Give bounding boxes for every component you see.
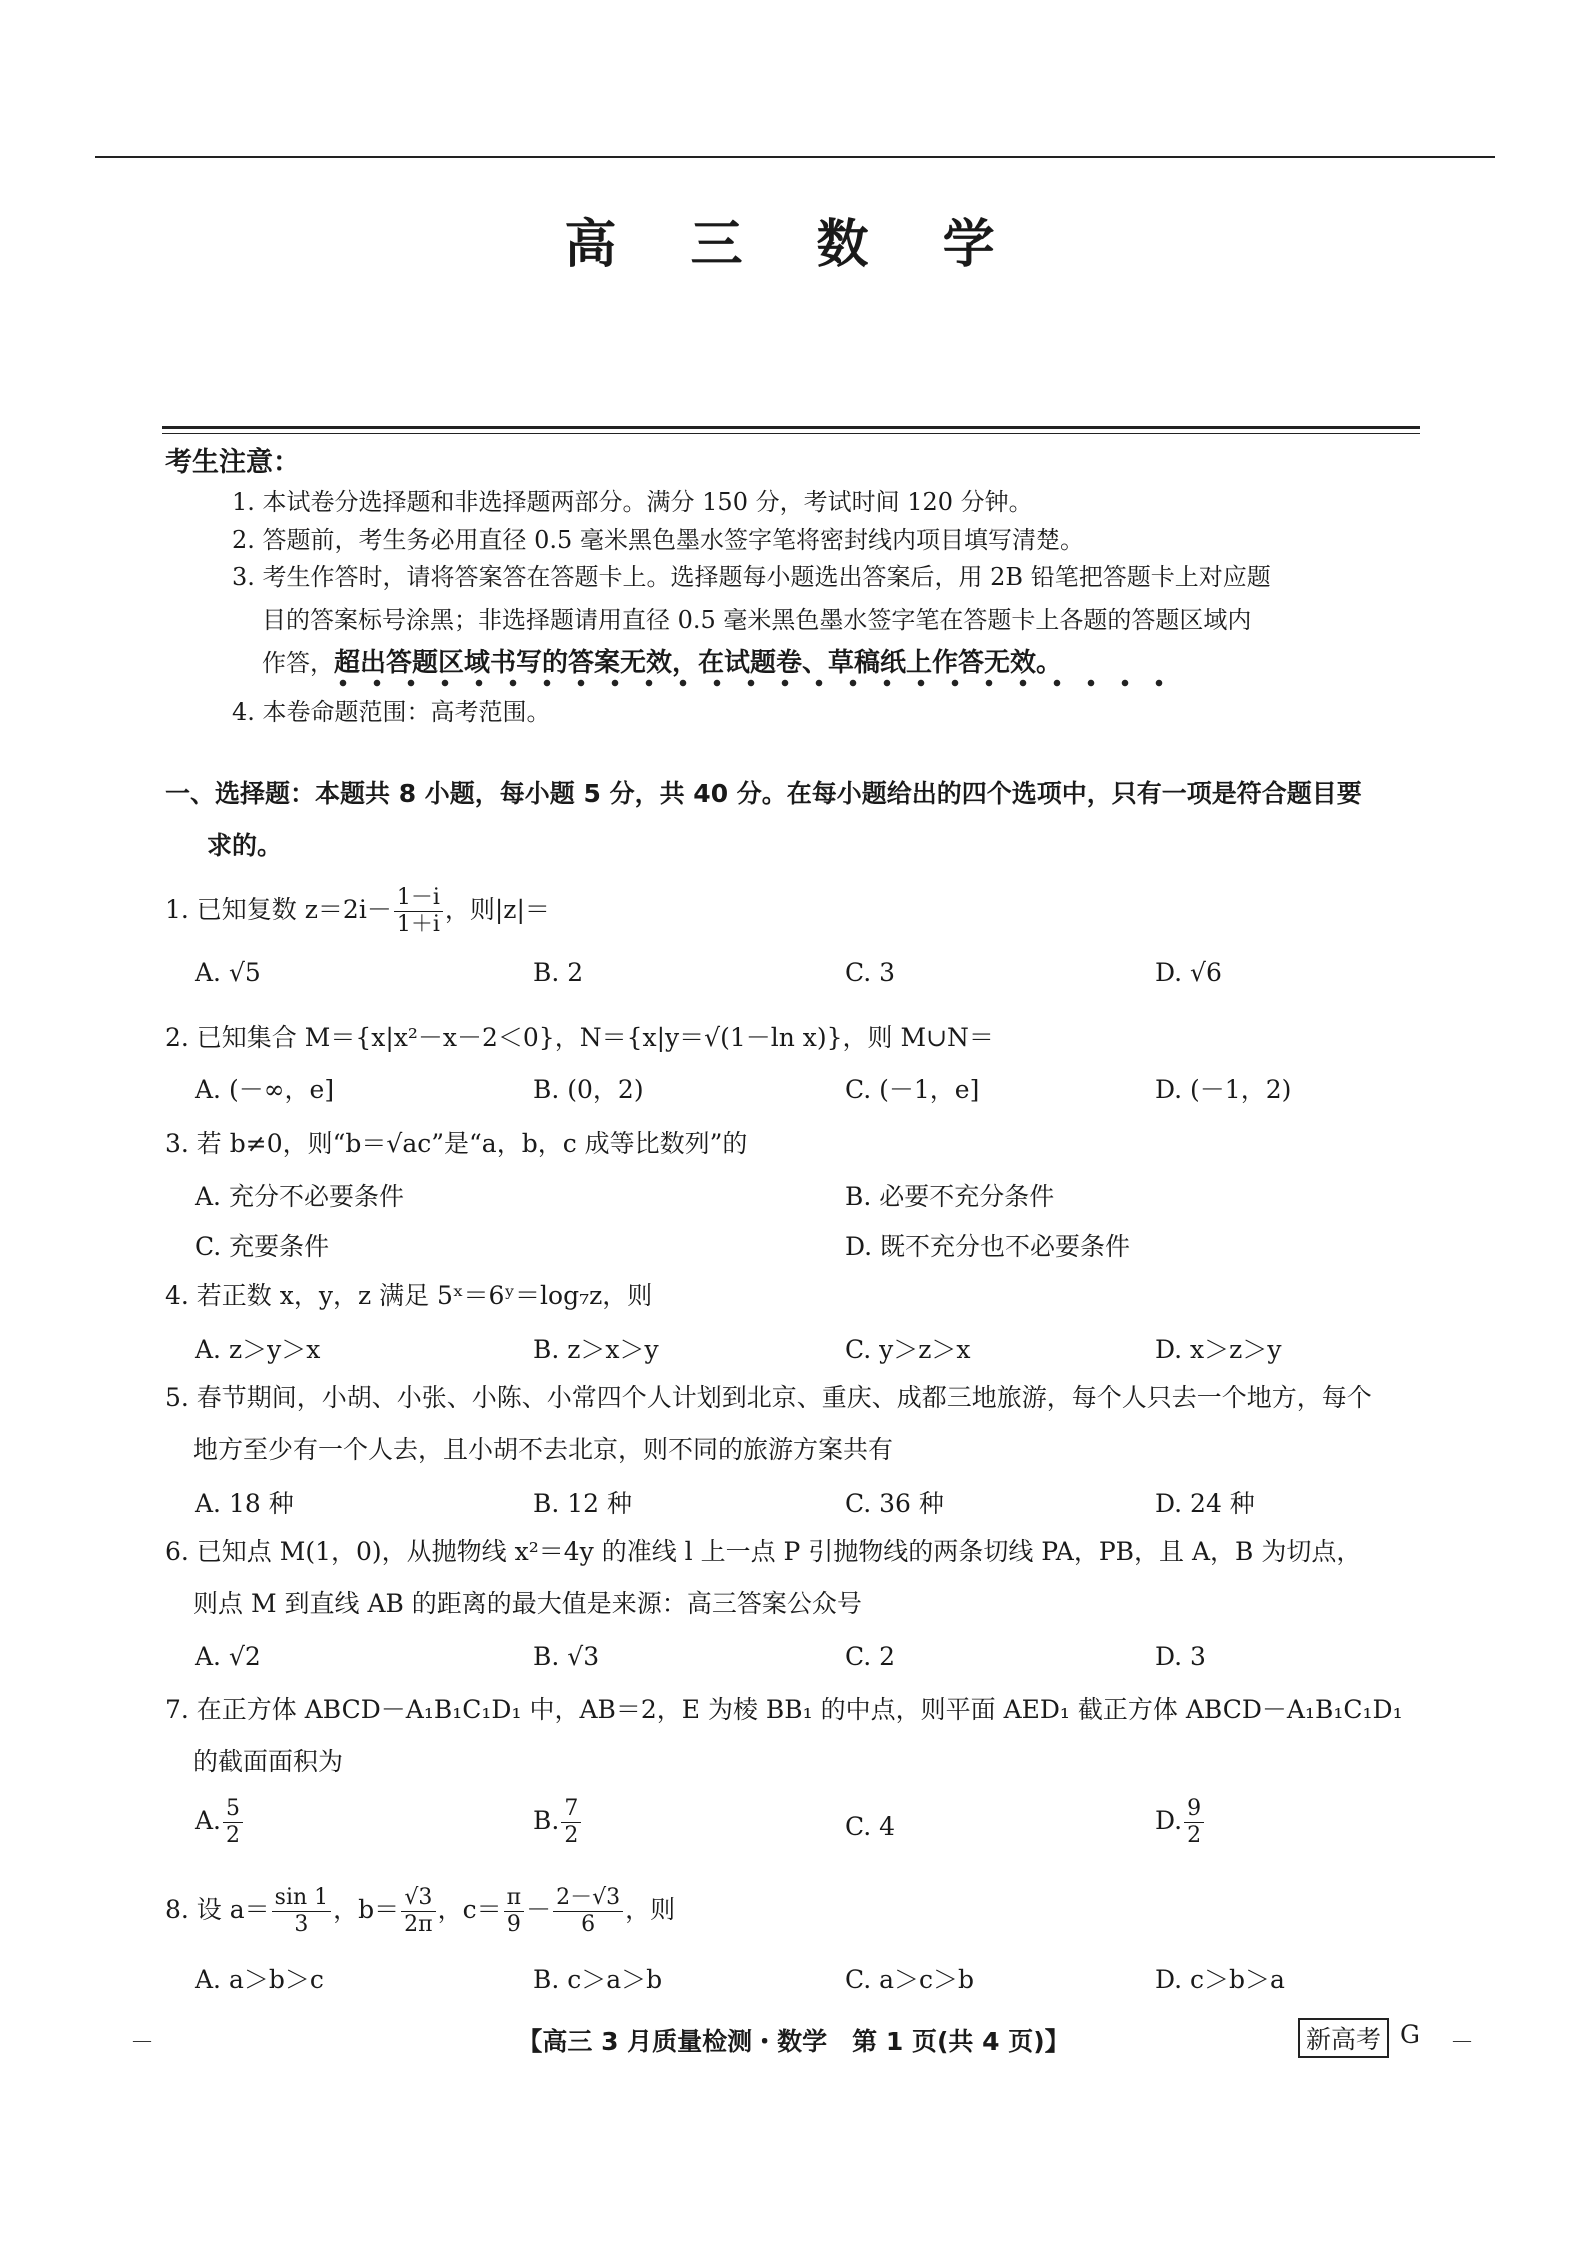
q7-a-den: 2 (226, 1823, 241, 1848)
q1-frac-den: 1＋i (396, 912, 440, 937)
notice-item-4: 4. 本卷命题范围：高考范围。 (232, 698, 551, 726)
top-rule (95, 156, 1495, 158)
q8-b-fraction (401, 1885, 435, 1938)
q7-a-fraction (223, 1796, 243, 1849)
notice-item-3-line1: 3. 考生作答时，请将答案答在答题卡上。选择题每小题选出答案后，用 2B 铅笔把答题卡上对应题 (232, 563, 1271, 591)
exam-tag: 新高考 (1298, 2018, 1389, 2058)
q8-c2-fraction (553, 1885, 623, 1938)
question-1 (165, 884, 1425, 938)
q1-fraction (394, 885, 443, 938)
q1-frac-num: 1－i (394, 885, 443, 912)
q7-b-den: 2 (564, 1823, 579, 1848)
q8-option-d: D. c＞b＞a (1155, 1965, 1285, 1994)
q6-option-c: C. 2 (845, 1642, 896, 1671)
q8-post: ，则 (625, 1895, 676, 1924)
q6-line1: 6. 已知点 M(1，0)，从抛物线 x²＝4y 的准线 l 上一点 P 引抛物线的两条切线 PA，PB，且 A，B 为切点， (165, 1537, 1362, 1566)
q5-line2: 地方至少有一个人去，且小胡不去北京，则不同的旅游方案共有 (193, 1435, 894, 1464)
q4-option-a: A. z＞y＞x (195, 1335, 321, 1364)
section-heading-line1: 一、选择题：本题共 8 小题，每小题 5 分，共 40 分。在每小题给出的四个选项中，只有一项是符合题目要 (165, 779, 1362, 808)
q6-option-d: D. 3 (1155, 1642, 1206, 1671)
q2-option-c: C. (－1，e] (845, 1075, 980, 1104)
q7-d-fraction (1184, 1796, 1204, 1849)
q3-option-b: B. 必要不充分条件 (845, 1182, 1055, 1211)
q7-line1: 7. 在正方体 ABCD－A₁B₁C₁D₁ 中，AB＝2，E 为棱 BB₁ 的中点，则平面 AED₁ 截正方体 ABCD－A₁B₁C₁D₁ (165, 1695, 1403, 1724)
question-3: 3. 若 b≠0，则“b＝√ac”是“a，b，c 成等比数列”的 (165, 1129, 748, 1158)
q8-option-a: A. a＞b＞c (195, 1965, 324, 1994)
q7-b-fraction (561, 1796, 581, 1849)
q4-option-c: C. y＞z＞x (845, 1335, 971, 1364)
q7-d-den: 2 (1187, 1823, 1202, 1848)
q8-c2-num: 2－√3 (553, 1885, 623, 1912)
q4-option-b: B. z＞x＞y (533, 1335, 659, 1364)
q6-option-a: A. √2 (195, 1642, 261, 1671)
q6-option-b: B. √3 (533, 1642, 600, 1671)
footer-right-dash: － (1450, 2028, 1474, 2056)
q8-minus: － (526, 1895, 552, 1924)
question-5 (165, 1372, 1425, 1476)
question-4: 4. 若正数 x，y，z 满足 5ˣ＝6ʸ＝log₇z，则 (165, 1281, 653, 1310)
notice-heading: 考生注意： (165, 447, 300, 478)
notice-item-2: 2. 答题前，考生务必用直径 0.5 毫米黑色墨水签字笔将密封线内项目填写清楚。 (232, 526, 1084, 554)
q7-line2: 的截面面积为 (193, 1747, 344, 1776)
q6-line2: 则点 M 到直线 AB 的距离的最大值是来源：高三答案公众号 (193, 1589, 862, 1618)
q5-option-b: B. 12 种 (533, 1489, 633, 1518)
q3-option-c: C. 充要条件 (195, 1232, 330, 1261)
emphasis-dots (326, 678, 1186, 688)
notice-rule (162, 426, 1420, 434)
q8-a-den: 3 (294, 1912, 309, 1937)
q7-a-num: 5 (223, 1796, 243, 1823)
q7-b-num: 7 (561, 1796, 581, 1823)
q2-option-b: B. (0，2) (533, 1075, 644, 1104)
q1-pre: 1. 已知复数 z＝2i－ (165, 895, 392, 924)
q3-option-a: A. 充分不必要条件 (195, 1182, 404, 1211)
q8-a-fraction (272, 1885, 332, 1938)
q7-option-a (195, 1796, 245, 1849)
q3-option-d: D. 既不充分也不必要条件 (845, 1232, 1131, 1261)
q2-option-d: D. (－1，2) (1155, 1075, 1292, 1104)
section-heading-line2: 求的。 (207, 831, 283, 860)
q8-c1-num: π (504, 1885, 524, 1912)
footer-text: 【高三 3 月质量检测・数学 第 1 页(共 4 页)】 (517, 2027, 1070, 2056)
notice-item-3-line2: 目的答案标号涂黑；非选择题请用直径 0.5 毫米黑色墨水签字笔在答题卡上各题的答题区域内 (262, 606, 1252, 634)
question-2: 2. 已知集合 M＝{x|x²－x－2＜0}，N＝{x|y＝√(1－ln x)}，则 M∪N＝ (165, 1023, 994, 1052)
q7-b-label: B. (533, 1806, 560, 1835)
q1-option-d: D. √6 (1155, 958, 1222, 987)
q8-option-c: C. a＞c＞b (845, 1965, 975, 1994)
exam-version-letter: G (1400, 2020, 1420, 2049)
q8-a-num: sin 1 (272, 1885, 332, 1912)
q8-c1-fraction (504, 1885, 524, 1938)
q1-option-b: B. 2 (533, 958, 584, 987)
question-8 (165, 1884, 1425, 1938)
q7-option-c: C. 4 (845, 1812, 896, 1841)
q8-c2-den: 6 (581, 1912, 596, 1937)
q4-option-d: D. x＞z＞y (1155, 1335, 1282, 1364)
question-7 (165, 1684, 1425, 1788)
notice-item-3 (232, 556, 1422, 685)
q5-line1: 5. 春节期间，小胡、小张、小陈、小常四个人计划到北京、重庆、成都三地旅游，每个人只去一个地方，每个 (165, 1383, 1372, 1412)
q7-d-label: D. (1155, 1806, 1183, 1835)
q7-option-d (1155, 1796, 1206, 1849)
q8-b-num: √3 (401, 1885, 435, 1912)
q5-option-d: D. 24 种 (1155, 1489, 1255, 1518)
q2-option-a: A. (－∞，e] (195, 1075, 335, 1104)
q5-option-a: A. 18 种 (195, 1489, 294, 1518)
q1-option-c: C. 3 (845, 958, 896, 987)
q5-option-c: C. 36 种 (845, 1489, 944, 1518)
footer-left-dash: － (130, 2028, 154, 2056)
q7-option-b (533, 1796, 583, 1849)
q7-a-label: A. (195, 1806, 222, 1835)
q1-post: ，则|z|＝ (444, 895, 550, 924)
q8-mid1: ，b＝ (333, 1895, 400, 1924)
q8-b-den: 2π (404, 1912, 433, 1937)
page-title: 高 三 数 学 (564, 214, 1023, 275)
q1-option-a: A. √5 (195, 958, 261, 987)
q7-d-num: 9 (1184, 1796, 1204, 1823)
q8-c1-den: 9 (506, 1912, 521, 1937)
notice-emphasis: 超出答题区域书写的答案无效，在试题卷、草稿纸上作答无效。 (334, 648, 1063, 678)
section-heading (165, 768, 1425, 872)
notice-item-1: 1. 本试卷分选择题和非选择题两部分。满分 150 分，考试时间 120 分钟。 (232, 488, 1033, 516)
notice-item-3-line3-pre: 作答， (262, 649, 334, 677)
q8-mid2: ，c＝ (437, 1895, 502, 1924)
q8-option-b: B. c＞a＞b (533, 1965, 663, 1994)
q8-pre: 8. 设 a＝ (165, 1895, 270, 1924)
question-6 (165, 1526, 1425, 1630)
